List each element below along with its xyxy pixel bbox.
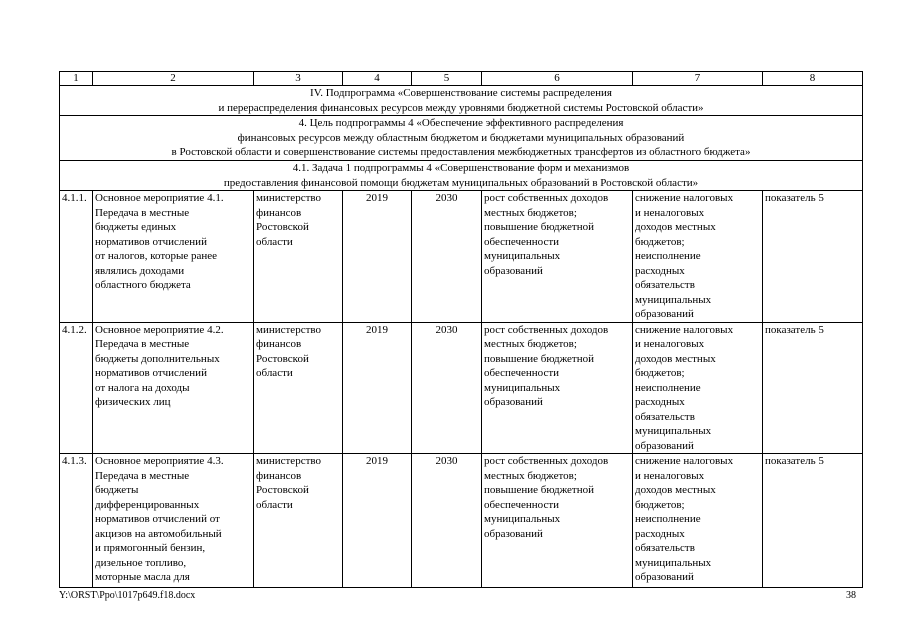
start-year-cell: 2019 <box>343 322 412 454</box>
column-number: 5 <box>412 72 482 86</box>
subprogram-title: IV. Подпрограмма «Совершенствование системы распределения и перераспределения финансовых ресурсов между уровнями бюджетной системы Ростовской области» <box>60 86 863 116</box>
risk-cell: снижение налоговых и неналоговых доходов местных бюджетов; неисполнение расходных обязательств муниципальных образований <box>633 454 763 588</box>
activity-cell: Основное мероприятие 4.3. Передача в местные бюджеты дифференцированных нормативов отчислений от акцизов на автомобильный и прямогонный бензин, дизельное топливо, моторные масла для <box>93 454 254 588</box>
indicator-cell: показатель 5 <box>763 454 863 588</box>
section-row <box>60 160 863 190</box>
row-number: 4.1.1. <box>60 191 93 323</box>
page-number: 38 <box>846 590 856 601</box>
column-number: 1 <box>60 72 93 86</box>
task-title: 4.1. Задача 1 подпрограммы 4 «Совершенствование форм и механизмов предоставления финансовой помощи бюджетам муниципальных образований в Ростовской области» <box>60 160 863 190</box>
indicator-cell: показатель 5 <box>763 191 863 323</box>
column-number: 4 <box>343 72 412 86</box>
column-number: 8 <box>763 72 863 86</box>
activity-cell: Основное мероприятие 4.2. Передача в местные бюджеты дополнительных нормативов отчислений от налога на доходы физических лиц <box>93 322 254 454</box>
column-number: 6 <box>482 72 633 86</box>
end-year-cell: 2030 <box>412 322 482 454</box>
executor-cell: министерство финансов Ростовской области <box>254 191 343 323</box>
executor-cell: министерство финансов Ростовской области <box>254 454 343 588</box>
section-row <box>60 86 863 116</box>
result-cell: рост собственных доходов местных бюджетов; повышение бюджетной обеспеченности муниципальных образований <box>482 191 633 323</box>
table-row <box>60 454 863 588</box>
result-cell: рост собственных доходов местных бюджетов; повышение бюджетной обеспеченности муниципальных образований <box>482 454 633 588</box>
activities-table <box>59 71 863 588</box>
activity-cell: Основное мероприятие 4.1. Передача в местные бюджеты единых нормативов отчислений от налогов, которые ранее являлись доходами областного бюджета <box>93 191 254 323</box>
indicator-cell: показатель 5 <box>763 322 863 454</box>
risk-cell: снижение налоговых и неналоговых доходов местных бюджетов; неисполнение расходных обязательств муниципальных образований <box>633 322 763 454</box>
column-number-row <box>60 72 863 86</box>
column-number: 2 <box>93 72 254 86</box>
result-cell: рост собственных доходов местных бюджетов; повышение бюджетной обеспеченности муниципальных образований <box>482 322 633 454</box>
row-number: 4.1.2. <box>60 322 93 454</box>
executor-cell: министерство финансов Ростовской области <box>254 322 343 454</box>
start-year-cell: 2019 <box>343 454 412 588</box>
footer-file-path: Y:\ORST\Ppo\1017p649.f18.docx <box>59 590 196 601</box>
column-number: 3 <box>254 72 343 86</box>
table-row <box>60 191 863 323</box>
end-year-cell: 2030 <box>412 191 482 323</box>
row-number: 4.1.3. <box>60 454 93 588</box>
column-number: 7 <box>633 72 763 86</box>
end-year-cell: 2030 <box>412 454 482 588</box>
goal-title: 4. Цель подпрограммы 4 «Обеспечение эффективного распределения финансовых ресурсов между областным бюджетом и бюджетами муниципальных образований в Ростовской области и совершенствование системы предоставления межбюджетных трансфертов из областного бюджета» <box>60 116 863 161</box>
table-row <box>60 322 863 454</box>
start-year-cell: 2019 <box>343 191 412 323</box>
section-row <box>60 116 863 161</box>
risk-cell: снижение налоговых и неналоговых доходов местных бюджетов; неисполнение расходных обязательств муниципальных образований <box>633 191 763 323</box>
